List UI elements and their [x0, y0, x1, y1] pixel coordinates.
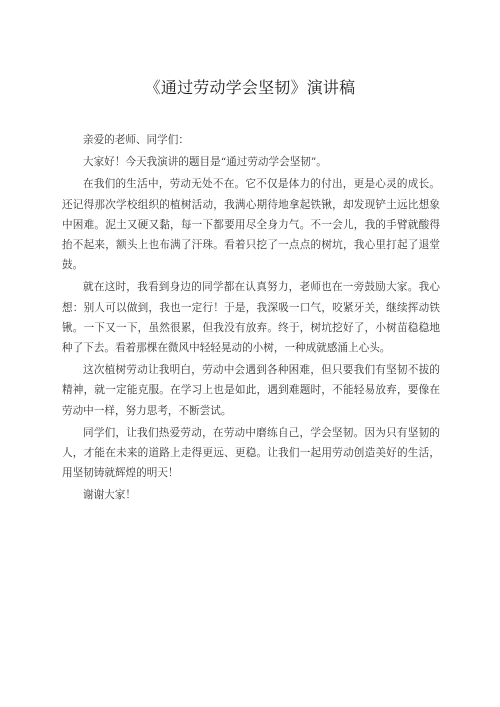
document-body	[62, 130, 440, 508]
paragraph-greeting: 大家好！今天我演讲的题目是“通过劳动学会坚韧”。	[83, 156, 327, 169]
document-title: 《通过劳动学会坚韧》演讲稿	[144, 78, 356, 97]
paragraph-planting-story: 在我们的生活中，劳动无处不在。它不仅是体力的付出，更是心灵的成长。还记得那次学校组织的植树活动，我满心期待地拿起铁锹，却发现铲土远比想象中困难。泥土又硬又黏，每一下都要用尽全身力气。不一会儿，我的手臂就酸得抬不起来，额头上也布满了汗珠。看着只挖了一点点的树坑，我心里打起了退堂鼓。	[62, 178, 440, 272]
paragraph-lesson: 这次植树劳动让我明白，劳动中会遇到各种困难，但只要我们有坚韧不拔的精神，就一定能克服。在学习上也是如此，遇到难题时，不能轻易放弃，要像在劳动中一样，努力思考，不断尝试。	[62, 364, 440, 417]
salutation: 亲爱的老师、同学们：	[83, 134, 189, 146]
paragraph-closing: 谢谢大家！	[83, 489, 136, 502]
paragraph-call-to-action: 同学们，让我们热爱劳动，在劳动中磨练自己，学会坚韧。因为只有坚韧的人，才能在未来的道路上走得更远、更稳。让我们一起用劳动创造美好的生活，用坚韧铸就辉煌的明天！	[62, 426, 440, 480]
paragraph-perseverance: 就在这时，我看到身边的同学都在认真努力，老师也在一旁鼓励大家。我心想：别人可以做到，我也一定行！于是，我深吸一口气，咬紧牙关，继续挥动铁锹。一下又一下，虽然很累，但我没有放弃。终于，树坑挖好了，小树苗稳稳地种了下去。看着那棵在微风中轻轻晃动的小树，一种成就感涌上心头。	[62, 281, 440, 355]
